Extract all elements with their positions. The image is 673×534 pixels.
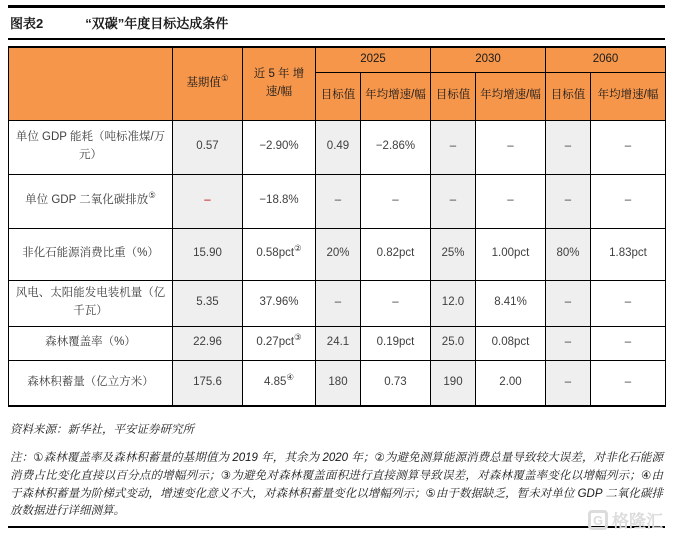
base-value-cell: 5.35 (173, 280, 243, 326)
footnotes: 注：①森林覆盖率及森林积蓄量的基期值为 2019 年，其余为 2020 年；②为避免测算能源消费总量导致较大误差，对非化石能源消费占比变化直接以百分点的增幅列示；③为避免对森林覆盖面积进行直接测算导致误差，对森林覆盖率变化以增幅列示；④由于森林积蓄量为阶梯式变动，增速变化意义不大，对森林积蓄量变化以增幅列示；⑤由于数据缺乏，暂未对单位 GDP 二氧化碳排放数据进行详细测算。 (10, 452, 663, 518)
figure-title: “双碳”年度目标达成条件 (85, 16, 229, 31)
growth-2030-cell: 1.00pct (476, 228, 546, 280)
figure-title-bar (8, 5, 665, 40)
growth-2030-cell: 0.08pct (476, 326, 546, 360)
target-2060-cell: – (546, 360, 591, 406)
target-2025-cell: – (316, 280, 361, 326)
row-note-sup: ⑤ (148, 190, 156, 201)
recent-growth-cell: 37.96% (243, 280, 316, 326)
missing-value-red: – (204, 194, 211, 207)
target-2030-cell: 12.0 (431, 280, 476, 326)
row-label: 森林积蓄量（亿立方米） (9, 360, 173, 406)
target-2060-cell: – (546, 326, 591, 360)
header-growth-2060: 年均增速/幅 (591, 72, 666, 120)
recent-growth-cell: 0.27pct③ (243, 326, 316, 360)
row-label: 风电、太阳能发电装机量（亿千瓦） (9, 280, 173, 326)
growth-2025-cell: 0.19pct (361, 326, 431, 360)
dual-carbon-targets-table (8, 46, 666, 407)
base-value-cell: 15.90 (173, 228, 243, 280)
target-2060-cell: – (546, 174, 591, 228)
recent-growth-cell: −2.90% (243, 120, 316, 174)
table-row-nonfossil-share (9, 228, 666, 280)
row-label: 森林覆盖率（%） (9, 326, 173, 360)
header-growth-2025: 年均增速/幅 (361, 72, 431, 120)
cell-note-sup: ② (294, 243, 302, 254)
growth-2060-cell: – (591, 174, 666, 228)
target-2025-cell: 20% (316, 228, 361, 280)
table-row-gdp-co2 (9, 174, 666, 228)
growth-2025-cell: 0.73 (361, 360, 431, 406)
gelonghui-watermark-text: 格隆汇 (612, 512, 663, 531)
header-year-2030: 2030 (431, 47, 546, 72)
gelonghui-logo-icon: G (588, 510, 608, 530)
header-indicator-blank (9, 47, 173, 120)
target-2030-cell: 25.0 (431, 326, 476, 360)
table-row-wind-solar (9, 280, 666, 326)
growth-2060-cell: – (591, 360, 666, 406)
header-base-value (173, 47, 243, 120)
growth-2060-cell: – (591, 326, 666, 360)
base-value-label: 基期值 (186, 76, 221, 89)
cell-note-sup: ③ (294, 332, 302, 343)
header-recent-5yr: 近 5 年 增速/幅 (243, 47, 316, 120)
growth-2025-cell: – (361, 280, 431, 326)
header-growth-2030: 年均增速/幅 (476, 72, 546, 120)
header-year-2025: 2025 (316, 47, 431, 72)
growth-2030-cell: 8.41% (476, 280, 546, 326)
target-2030-cell: 25% (431, 228, 476, 280)
growth-2060-cell: 1.83pct (591, 228, 666, 280)
table-row-forest-coverage (9, 326, 666, 360)
target-2060-cell: 80% (546, 228, 591, 280)
gelonghui-watermark (588, 507, 663, 532)
header-year-row (9, 47, 666, 72)
base-value-cell: 175.6 (173, 360, 243, 406)
target-2030-cell: 190 (431, 360, 476, 406)
target-2030-cell: – (431, 120, 476, 174)
row-label: 单位 GDP 能耗（吨标准煤/万元） (9, 120, 173, 174)
base-value-cell: 0.57 (173, 120, 243, 174)
target-2060-cell: – (546, 280, 591, 326)
target-2060-cell: – (546, 120, 591, 174)
growth-2060-cell: – (591, 120, 666, 174)
base-value-cell: 22.96 (173, 326, 243, 360)
growth-2025-cell: −2.86% (361, 120, 431, 174)
target-2025-cell: 24.1 (316, 326, 361, 360)
cell-note-sup: ④ (286, 372, 294, 383)
recent-growth-cell: 0.58pct② (243, 228, 316, 280)
header-target-2025: 目标值 (316, 72, 361, 120)
growth-2030-cell: – (476, 174, 546, 228)
recent-growth-cell: 4.85④ (243, 360, 316, 406)
target-2025-cell: 0.49 (316, 120, 361, 174)
figure-label: 图表2 (10, 16, 44, 31)
recent-growth-cell: −18.8% (243, 174, 316, 228)
header-target-2060: 目标值 (546, 72, 591, 120)
bottom-divider (8, 526, 665, 528)
growth-2030-cell: 2.00 (476, 360, 546, 406)
base-value-note-sup: ① (220, 73, 229, 84)
growth-2025-cell: – (361, 174, 431, 228)
header-year-2060: 2060 (546, 47, 666, 72)
header-target-2030: 目标值 (431, 72, 476, 120)
row-label: 非化石能源消费比重（%） (9, 228, 173, 280)
source-note: 资料来源：新华社，平安证券研究所 (10, 424, 194, 436)
growth-2025-cell: 0.82pct (361, 228, 431, 280)
growth-2060-cell: – (591, 280, 666, 326)
table-row-gdp-energy (9, 120, 666, 174)
row-label: 单位 GDP 二氧化碳排放⑤ (9, 174, 173, 228)
table-row-forest-stock (9, 360, 666, 406)
target-2030-cell: – (431, 174, 476, 228)
growth-2030-cell: – (476, 120, 546, 174)
base-value-cell (173, 174, 243, 228)
target-2025-cell: – (316, 174, 361, 228)
target-2025-cell: 180 (316, 360, 361, 406)
